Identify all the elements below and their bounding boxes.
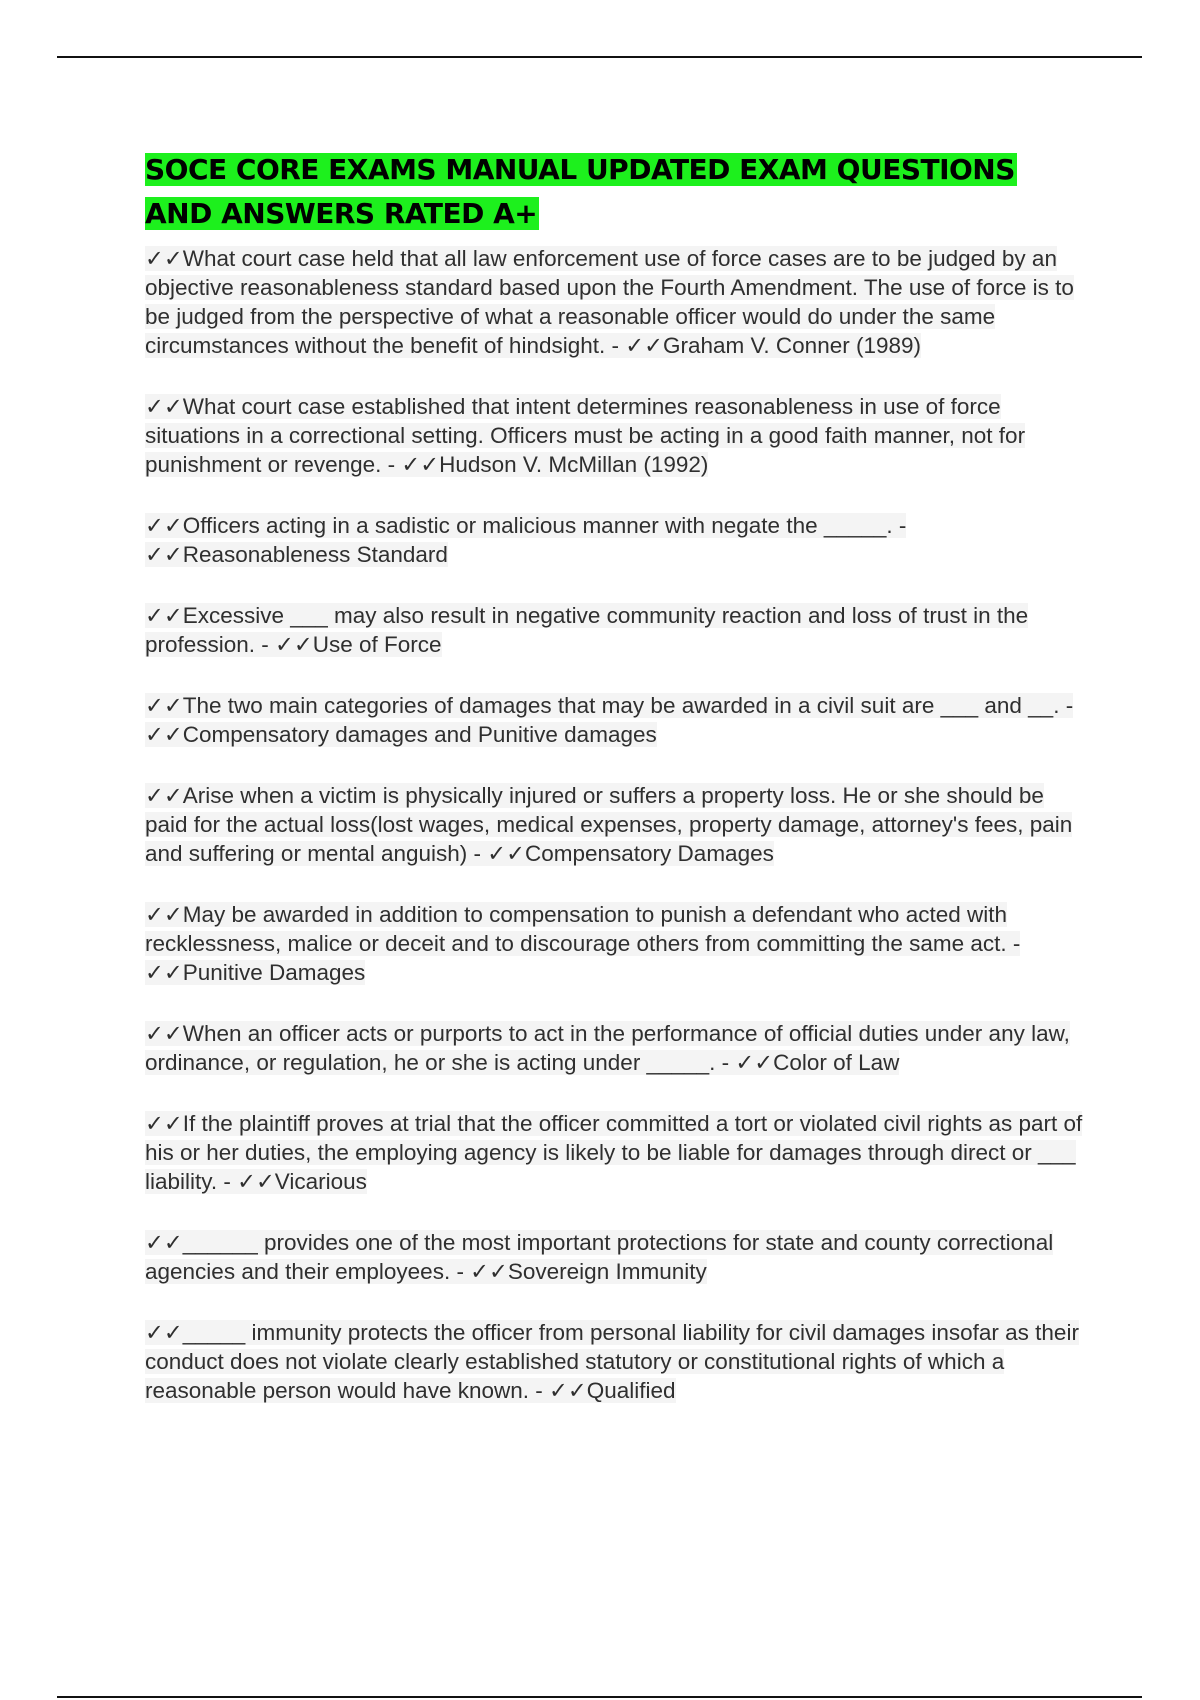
qa-item-text: ✓✓May be awarded in addition to compensation to punish a defendant who acted with recklessness, malice or deceit and to discourage others from committing the same act. - ✓✓Punitive Damages (145, 902, 1021, 985)
header-rule (57, 56, 1142, 58)
qa-item-10 (145, 1228, 1090, 1286)
qa-item-text: ✓✓______ provides one of the most important protections for state and county correctional agencies and their employees. - ✓✓Sovereign Immunity (145, 1230, 1054, 1284)
qa-item-6 (145, 781, 1090, 868)
footer-rule (57, 1696, 1142, 1698)
document-body (145, 148, 1090, 1437)
qa-item-text: ✓✓The two main categories of damages that may be awarded in a civil suit are ___ and __. - ✓✓Compensatory damages and Punitive damages (145, 693, 1074, 747)
qa-item-text: ✓✓What court case held that all law enforcement use of force cases are to be judged by an objective reasonableness standard based upon the Fourth Amendment. The use of force is to be judged from the perspective of what a reasonable officer would do under the same circumstances without the benefit of hindsight. - ✓✓Graham V. Conner (1989) (145, 246, 1074, 358)
qa-item-text: ✓✓When an officer acts or purports to act in the performance of official duties under any law, ordinance, or regulation, he or she is acting under _____. - ✓✓Color of Law (145, 1021, 1070, 1075)
qa-item-text: ✓✓Arise when a victim is physically injured or suffers a property loss. He or she should be paid for the actual loss(lost wages, medical expenses, property damage, attorney's fees, pain and suffering or mental anguish) - ✓✓Compensatory Damages (145, 783, 1073, 866)
qa-item-1 (145, 244, 1090, 360)
document-title (145, 148, 1090, 236)
qa-item-text: ✓✓_____ immunity protects the officer from personal liability for civil damages insofar as their conduct does not violate clearly established statutory or constitutional rights of which a reasonable person would have known. - ✓✓Qualified (145, 1320, 1079, 1403)
qa-item-text: ✓✓Excessive ___ may also result in negative community reaction and loss of trust in the profession. - ✓✓Use of Force (145, 603, 1029, 657)
qa-item-text: ✓✓Officers acting in a sadistic or malicious manner with negate the _____. - ✓✓Reasonableness Standard (145, 513, 907, 567)
document-title-text: SOCE CORE EXAMS MANUAL UPDATED EXAM QUESTIONS AND ANSWERS RATED A+ (145, 153, 1015, 230)
qa-item-11 (145, 1318, 1090, 1405)
qa-item-4 (145, 601, 1090, 659)
qa-item-9 (145, 1109, 1090, 1196)
qa-item-3 (145, 511, 1090, 569)
qa-item-7 (145, 900, 1090, 987)
qa-item-8 (145, 1019, 1090, 1077)
qa-item-text: ✓✓If the plaintiff proves at trial that the officer committed a tort or violated civil rights as part of his or her duties, the employing agency is likely to be liable for damages through direct or ___ liability. - ✓✓Vicarious (145, 1111, 1083, 1194)
qa-item-5 (145, 691, 1090, 749)
qa-item-2 (145, 392, 1090, 479)
qa-item-text: ✓✓What court case established that intent determines reasonableness in use of force situations in a correctional setting. Officers must be acting in a good faith manner, not for punishment or revenge. - ✓✓Hudson V. McMillan (1992) (145, 394, 1026, 477)
